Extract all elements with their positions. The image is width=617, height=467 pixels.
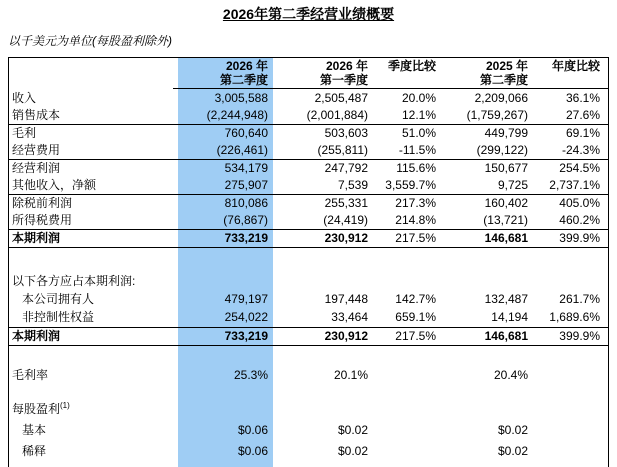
row-rule [8,194,609,195]
row-label: 非控制性权益 [22,310,95,324]
col-header-qoq: 季度比较 [387,59,436,73]
total-rule [8,247,609,248]
row-label: 稀释 [22,444,47,458]
header-rule [173,88,609,89]
total-rule [8,345,609,346]
col-header-q2-2026: 2026 年 第二季度 [219,59,268,87]
footnote-marker: (1) [60,401,70,410]
row-label: 除税前利润 [12,196,73,210]
row-label: 本期利润 [12,329,61,343]
row-rule [8,124,609,125]
col-header-q1-2026: 2026 年 第一季度 [319,59,368,87]
row-label: 本期利润 [12,231,61,245]
report-title: 2026年第二季经营业绩概要 [222,6,395,22]
row-label: 销售成本 [12,108,61,122]
row-label: 经营费用 [12,143,61,157]
row-rule [8,159,609,160]
table-right-border [608,57,609,467]
table-left-border [8,57,9,467]
row-rule [8,327,609,328]
unit-note: 以千美元为单位(每股盈利除外) [8,34,172,48]
row-label: 其他收入，净额 [12,178,97,192]
row-label: 经营利润 [12,161,61,175]
row-label: 基本 [22,423,47,437]
table-top-rule [8,57,609,58]
row-label: 毛利 [12,126,37,140]
row-label: 所得税费用 [12,213,73,227]
row-label: 毛利率 [12,368,49,382]
row-rule [8,229,609,230]
col-header-yoy: 年度比较 [551,59,600,73]
row-label: 本公司拥有人 [22,292,95,306]
col-header-q2-2025: 2025 年 第二季度 [479,59,528,87]
row-label: 收入 [12,91,37,105]
